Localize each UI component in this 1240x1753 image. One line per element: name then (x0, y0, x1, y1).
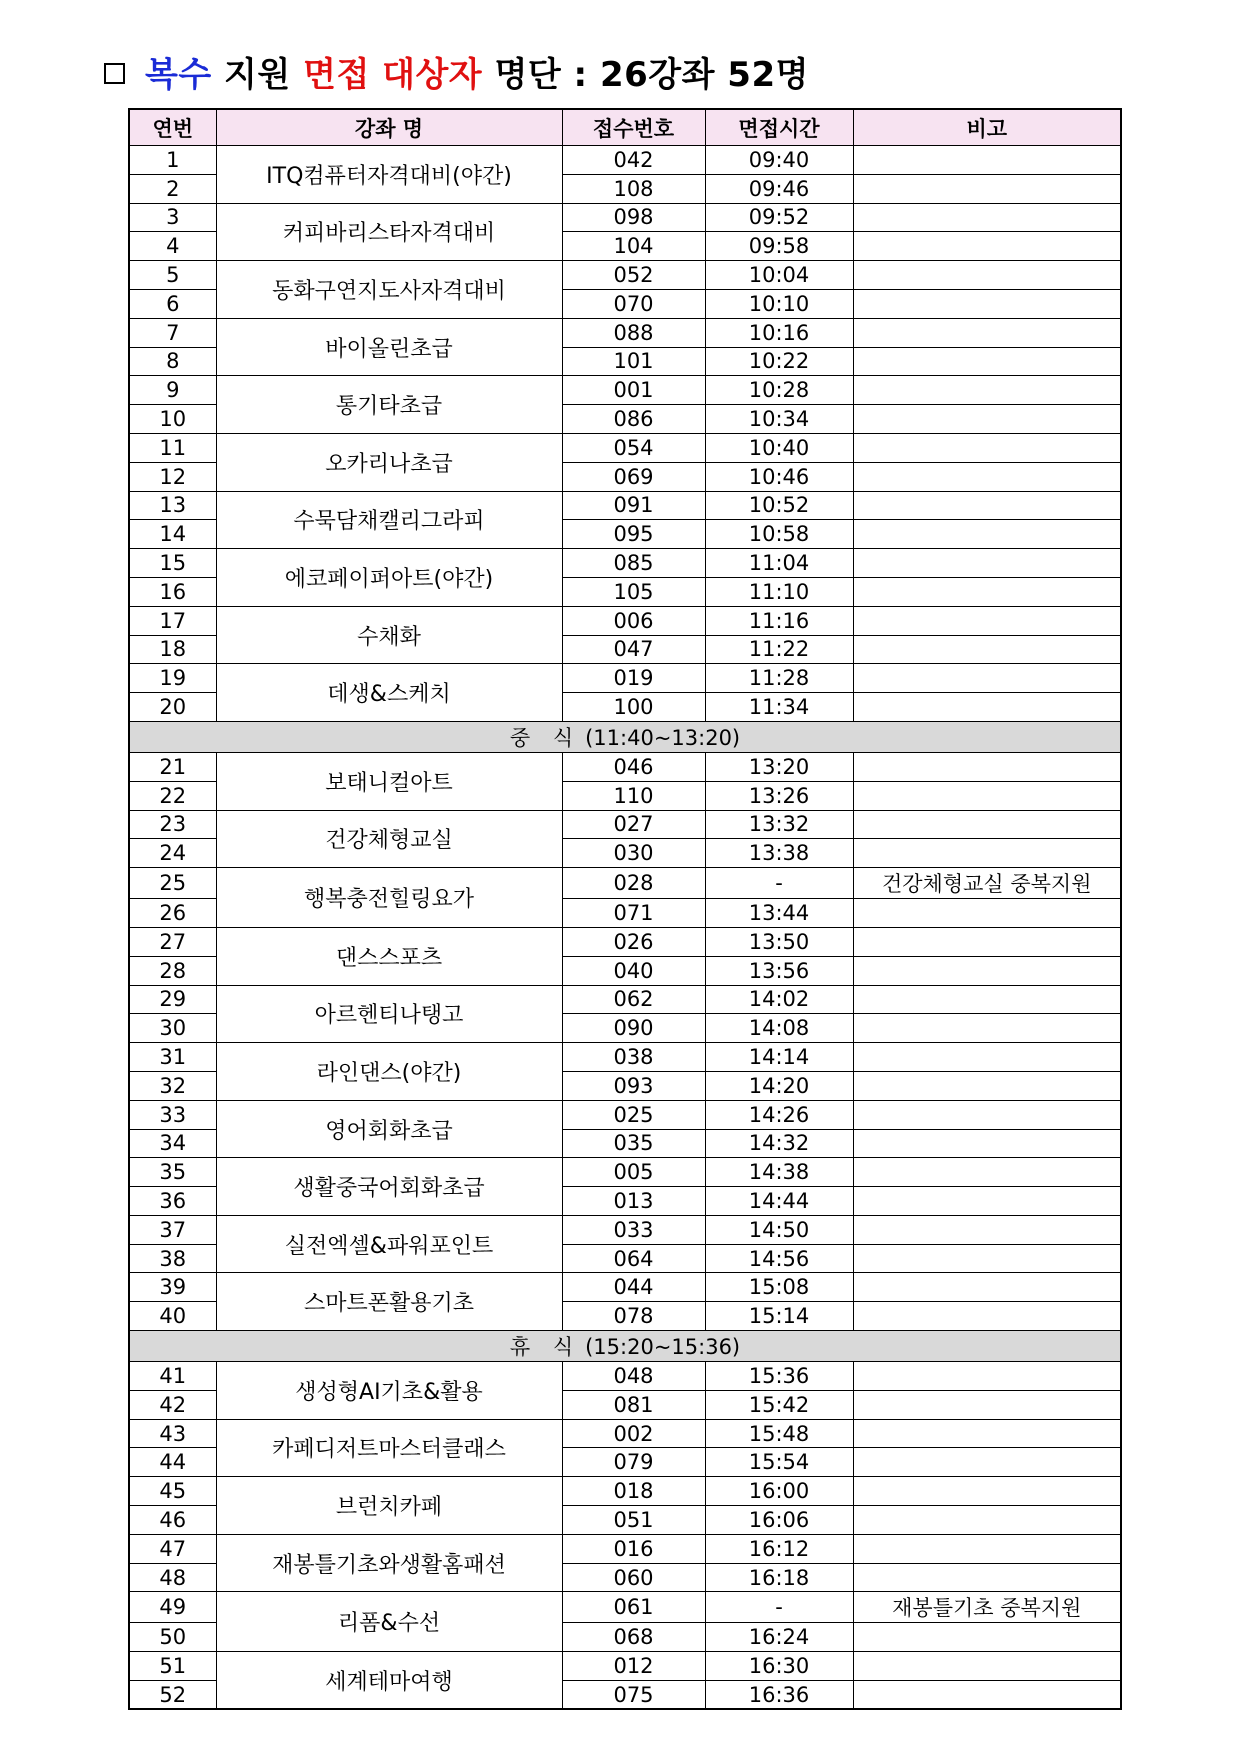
row-number: 40 (129, 1302, 216, 1331)
row-number: 46 (129, 1506, 216, 1535)
interview-time: 10:04 (705, 261, 853, 290)
interview-time: 15:54 (705, 1448, 853, 1477)
receipt-number: 088 (562, 318, 705, 347)
row-number: 44 (129, 1448, 216, 1477)
table-row (129, 1362, 1121, 1391)
row-number: 24 (129, 839, 216, 868)
row-number: 33 (129, 1100, 216, 1129)
table-row (129, 376, 1121, 405)
row-number: 47 (129, 1534, 216, 1563)
interview-time: 14:50 (705, 1215, 853, 1244)
interview-time: 10:34 (705, 405, 853, 434)
course-name: 보태니컬아트 (216, 752, 562, 810)
row-number: 21 (129, 752, 216, 781)
interview-time: 13:20 (705, 752, 853, 781)
interview-time: 14:08 (705, 1014, 853, 1043)
receipt-number: 030 (562, 839, 705, 868)
row-number: 8 (129, 347, 216, 376)
break-cell (129, 1331, 1121, 1362)
row-number: 30 (129, 1014, 216, 1043)
table-row (129, 752, 1121, 781)
note (853, 520, 1121, 549)
note (853, 491, 1121, 520)
receipt-number: 110 (562, 781, 705, 810)
interview-time: 15:42 (705, 1390, 853, 1419)
receipt-number: 019 (562, 664, 705, 693)
title-suffix: 명단 : 26강좌 52명 (494, 55, 809, 95)
title-word-interviewees: 면접 대상자 (303, 55, 483, 95)
table-row (129, 1419, 1121, 1448)
receipt-number: 069 (562, 462, 705, 491)
note (853, 693, 1121, 722)
break-row (129, 1331, 1121, 1362)
receipt-number: 095 (562, 520, 705, 549)
interview-time: 09:46 (705, 174, 853, 203)
interview-time: 16:12 (705, 1534, 853, 1563)
interview-time: 13:50 (705, 927, 853, 956)
interview-time: 13:38 (705, 839, 853, 868)
note (853, 664, 1121, 693)
receipt-number: 060 (562, 1563, 705, 1592)
interview-time: 11:22 (705, 635, 853, 664)
note (853, 289, 1121, 318)
receipt-number: 035 (562, 1129, 705, 1158)
interview-time: 11:04 (705, 549, 853, 578)
interview-time: 13:32 (705, 810, 853, 839)
note (853, 899, 1121, 928)
interview-time: 10:58 (705, 520, 853, 549)
header-no: 연번 (129, 109, 216, 146)
interview-time: 15:08 (705, 1273, 853, 1302)
interview-time: 13:26 (705, 781, 853, 810)
note (853, 985, 1121, 1014)
note (853, 405, 1121, 434)
interview-time: 10:40 (705, 433, 853, 462)
note (853, 1043, 1121, 1072)
receipt-number: 068 (562, 1623, 705, 1652)
row-number: 10 (129, 405, 216, 434)
course-name: 커피바리스타자격대비 (216, 203, 562, 261)
note (853, 203, 1121, 232)
receipt-number: 054 (562, 433, 705, 462)
table-row (129, 549, 1121, 578)
row-number: 43 (129, 1419, 216, 1448)
receipt-number: 046 (562, 752, 705, 781)
receipt-number: 018 (562, 1477, 705, 1506)
course-name: 카페디저트마스터클래스 (216, 1419, 562, 1477)
interview-time: 11:34 (705, 693, 853, 722)
row-number: 32 (129, 1071, 216, 1100)
note (853, 781, 1121, 810)
table-row (129, 1652, 1121, 1681)
receipt-number: 081 (562, 1390, 705, 1419)
receipt-number: 108 (562, 174, 705, 203)
course-name: 영어회화초급 (216, 1100, 562, 1158)
row-number: 45 (129, 1477, 216, 1506)
receipt-number: 052 (562, 261, 705, 290)
table-row (129, 985, 1121, 1014)
receipt-number: 064 (562, 1244, 705, 1273)
table-row (129, 146, 1121, 175)
course-name: 재봉틀기초와생활홈패션 (216, 1534, 562, 1592)
receipt-number: 051 (562, 1506, 705, 1535)
course-name: 아르헨티나탱고 (216, 985, 562, 1043)
course-name: ITQ컴퓨터자격대비(야간) (216, 146, 562, 204)
receipt-number: 016 (562, 1534, 705, 1563)
row-number: 36 (129, 1187, 216, 1216)
course-name: 바이올린초급 (216, 318, 562, 376)
row-number: 50 (129, 1623, 216, 1652)
receipt-number: 047 (562, 635, 705, 664)
receipt-number: 086 (562, 405, 705, 434)
break-row (129, 721, 1121, 752)
row-number: 16 (129, 577, 216, 606)
receipt-number: 038 (562, 1043, 705, 1072)
row-number: 6 (129, 289, 216, 318)
receipt-number: 040 (562, 956, 705, 985)
note (853, 1681, 1121, 1710)
receipt-number: 071 (562, 899, 705, 928)
break-time: (11:40~13:20) (585, 725, 741, 750)
note (853, 1419, 1121, 1448)
interview-time: 16:30 (705, 1652, 853, 1681)
row-number: 18 (129, 635, 216, 664)
note (853, 1448, 1121, 1477)
interview-time: 10:52 (705, 491, 853, 520)
course-name: 건강체형교실 (216, 810, 562, 868)
receipt-number: 104 (562, 232, 705, 261)
break-label: 중 식 (509, 725, 582, 750)
note (853, 462, 1121, 491)
receipt-number: 105 (562, 577, 705, 606)
receipt-number: 085 (562, 549, 705, 578)
header-note: 비고 (853, 109, 1121, 146)
receipt-number: 048 (562, 1362, 705, 1391)
receipt-number: 002 (562, 1419, 705, 1448)
table-row (129, 433, 1121, 462)
note (853, 635, 1121, 664)
course-name: 데생&스케치 (216, 664, 562, 722)
interview-schedule-table (128, 108, 1122, 1710)
receipt-number: 012 (562, 1652, 705, 1681)
row-number: 5 (129, 261, 216, 290)
note (853, 810, 1121, 839)
receipt-number: 026 (562, 927, 705, 956)
row-number: 15 (129, 549, 216, 578)
note (853, 318, 1121, 347)
interview-time: 14:14 (705, 1043, 853, 1072)
course-name: 리폼&수선 (216, 1592, 562, 1652)
course-name: 스마트폰활용기초 (216, 1273, 562, 1331)
interview-time: 16:24 (705, 1623, 853, 1652)
table-row (129, 664, 1121, 693)
row-number: 49 (129, 1592, 216, 1623)
table-row (129, 1043, 1121, 1072)
note (853, 1014, 1121, 1043)
row-number: 1 (129, 146, 216, 175)
receipt-number: 062 (562, 985, 705, 1014)
table-row (129, 1273, 1121, 1302)
note (853, 1477, 1121, 1506)
row-number: 31 (129, 1043, 216, 1072)
receipt-number: 033 (562, 1215, 705, 1244)
table-row (129, 1100, 1121, 1129)
row-number: 34 (129, 1129, 216, 1158)
note (853, 1187, 1121, 1216)
interview-time: 13:56 (705, 956, 853, 985)
receipt-number: 078 (562, 1302, 705, 1331)
row-number: 42 (129, 1390, 216, 1419)
interview-time: 09:40 (705, 146, 853, 175)
interview-time: 14:32 (705, 1129, 853, 1158)
checkbox-square-icon (104, 63, 125, 84)
course-name: 생활중국어회화초급 (216, 1158, 562, 1216)
receipt-number: 100 (562, 693, 705, 722)
course-name: 통기타초급 (216, 376, 562, 434)
row-number: 7 (129, 318, 216, 347)
break-cell (129, 721, 1121, 752)
row-number: 52 (129, 1681, 216, 1710)
receipt-number: 025 (562, 1100, 705, 1129)
receipt-number: 044 (562, 1273, 705, 1302)
interview-time: 09:58 (705, 232, 853, 261)
receipt-number: 028 (562, 868, 705, 899)
course-name: 수묵담채캘리그라피 (216, 491, 562, 549)
table-row (129, 927, 1121, 956)
interview-time: - (705, 1592, 853, 1623)
table-row (129, 491, 1121, 520)
note (853, 232, 1121, 261)
note: 건강체형교실 중복지원 (853, 868, 1121, 899)
interview-time: 16:06 (705, 1506, 853, 1535)
row-number: 35 (129, 1158, 216, 1187)
interview-time: 14:20 (705, 1071, 853, 1100)
row-number: 37 (129, 1215, 216, 1244)
note (853, 174, 1121, 203)
course-name: 댄스스포츠 (216, 927, 562, 985)
interview-time: 14:44 (705, 1187, 853, 1216)
row-number: 41 (129, 1362, 216, 1391)
receipt-number: 061 (562, 1592, 705, 1623)
header-receipt: 접수번호 (562, 109, 705, 146)
break-label: 휴 식 (509, 1335, 582, 1360)
note (853, 577, 1121, 606)
interview-time: 14:26 (705, 1100, 853, 1129)
interview-time: 13:44 (705, 899, 853, 928)
title-word-multiple: 복수 (145, 55, 212, 95)
row-number: 26 (129, 899, 216, 928)
row-number: 14 (129, 520, 216, 549)
row-number: 51 (129, 1652, 216, 1681)
interview-time: 09:52 (705, 203, 853, 232)
note (853, 1390, 1121, 1419)
note: 재봉틀기초 중복지원 (853, 1592, 1121, 1623)
table-row (129, 810, 1121, 839)
note (853, 927, 1121, 956)
row-number: 17 (129, 606, 216, 635)
note (853, 347, 1121, 376)
row-number: 39 (129, 1273, 216, 1302)
table-row (129, 1477, 1121, 1506)
table-row (129, 1534, 1121, 1563)
note (853, 956, 1121, 985)
interview-time: 16:00 (705, 1477, 853, 1506)
interview-time: 16:36 (705, 1681, 853, 1710)
note (853, 1273, 1121, 1302)
interview-time: 10:28 (705, 376, 853, 405)
receipt-number: 027 (562, 810, 705, 839)
table-row (129, 868, 1121, 899)
row-number: 2 (129, 174, 216, 203)
interview-time: 15:36 (705, 1362, 853, 1391)
page-title (104, 52, 809, 98)
receipt-number: 093 (562, 1071, 705, 1100)
table-row (129, 1592, 1121, 1623)
course-name: 세계테마여행 (216, 1652, 562, 1710)
note (853, 261, 1121, 290)
course-name: 라인댄스(야간) (216, 1043, 562, 1101)
row-number: 20 (129, 693, 216, 722)
row-number: 22 (129, 781, 216, 810)
interview-time: 10:10 (705, 289, 853, 318)
receipt-number: 098 (562, 203, 705, 232)
row-number: 38 (129, 1244, 216, 1273)
header-course: 강좌 명 (216, 109, 562, 146)
receipt-number: 042 (562, 146, 705, 175)
row-number: 29 (129, 985, 216, 1014)
interview-time: 10:22 (705, 347, 853, 376)
interview-time: 10:16 (705, 318, 853, 347)
interview-time: - (705, 868, 853, 899)
note (853, 839, 1121, 868)
course-name: 수채화 (216, 606, 562, 664)
interview-time: 16:18 (705, 1563, 853, 1592)
note (853, 1506, 1121, 1535)
row-number: 25 (129, 868, 216, 899)
course-name: 브런치카페 (216, 1477, 562, 1535)
note (853, 1244, 1121, 1273)
row-number: 28 (129, 956, 216, 985)
receipt-number: 090 (562, 1014, 705, 1043)
row-number: 13 (129, 491, 216, 520)
course-name: 동화구연지도사자격대비 (216, 261, 562, 319)
note (853, 1100, 1121, 1129)
table-row (129, 1215, 1121, 1244)
interview-time: 10:46 (705, 462, 853, 491)
interview-time: 14:02 (705, 985, 853, 1014)
interview-time: 15:48 (705, 1419, 853, 1448)
receipt-number: 075 (562, 1681, 705, 1710)
note (853, 1158, 1121, 1187)
row-number: 12 (129, 462, 216, 491)
receipt-number: 079 (562, 1448, 705, 1477)
note (853, 1534, 1121, 1563)
interview-time: 11:16 (705, 606, 853, 635)
interview-time: 14:38 (705, 1158, 853, 1187)
interview-time: 15:14 (705, 1302, 853, 1331)
table-row (129, 318, 1121, 347)
table-body (129, 146, 1121, 1710)
note (853, 1652, 1121, 1681)
interview-time: 14:56 (705, 1244, 853, 1273)
note (853, 1071, 1121, 1100)
row-number: 19 (129, 664, 216, 693)
receipt-number: 070 (562, 289, 705, 318)
note (853, 1563, 1121, 1592)
note (853, 752, 1121, 781)
row-number: 48 (129, 1563, 216, 1592)
note (853, 1623, 1121, 1652)
row-number: 27 (129, 927, 216, 956)
note (853, 433, 1121, 462)
row-number: 3 (129, 203, 216, 232)
title-word-apply: 지원 (224, 55, 291, 95)
header-time: 면접시간 (705, 109, 853, 146)
interview-time: 11:10 (705, 577, 853, 606)
row-number: 9 (129, 376, 216, 405)
receipt-number: 001 (562, 376, 705, 405)
note (853, 1129, 1121, 1158)
table-row (129, 261, 1121, 290)
course-name: 생성형AI기초&활용 (216, 1362, 562, 1420)
course-name: 에코페이퍼아트(야간) (216, 549, 562, 607)
break-time: (15:20~15:36) (585, 1335, 741, 1360)
note (853, 1362, 1121, 1391)
receipt-number: 013 (562, 1187, 705, 1216)
receipt-number: 101 (562, 347, 705, 376)
note (853, 549, 1121, 578)
receipt-number: 005 (562, 1158, 705, 1187)
note (853, 376, 1121, 405)
receipt-number: 006 (562, 606, 705, 635)
row-number: 11 (129, 433, 216, 462)
row-number: 23 (129, 810, 216, 839)
note (853, 606, 1121, 635)
course-name: 실전엑셀&파워포인트 (216, 1215, 562, 1273)
table-header-row (129, 109, 1121, 146)
row-number: 4 (129, 232, 216, 261)
note (853, 1215, 1121, 1244)
note (853, 146, 1121, 175)
table-row (129, 606, 1121, 635)
table-row (129, 203, 1121, 232)
table-row (129, 1158, 1121, 1187)
interview-time: 11:28 (705, 664, 853, 693)
receipt-number: 091 (562, 491, 705, 520)
note (853, 1302, 1121, 1331)
course-name: 행복충전힐링요가 (216, 868, 562, 928)
course-name: 오카리나초급 (216, 433, 562, 491)
